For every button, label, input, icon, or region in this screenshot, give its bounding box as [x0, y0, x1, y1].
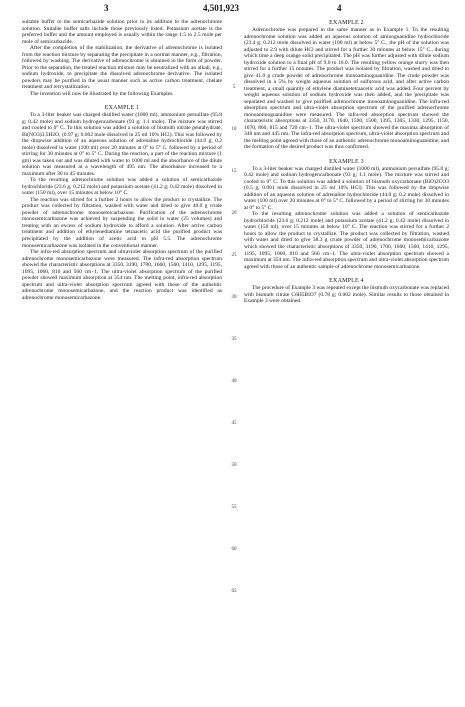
right-column	[244, 19, 449, 305]
example-3-heading: EXAMPLE 3	[329, 158, 364, 165]
line-number: 60	[231, 547, 237, 552]
page-header	[0, 3, 465, 17]
line-number: 50	[231, 463, 237, 468]
line-number: 25	[231, 253, 237, 258]
right-page-number: 4	[337, 3, 342, 13]
line-number: 5	[232, 85, 236, 90]
example-2-heading: EXAMPLE 2	[329, 20, 364, 26]
line-number: 40	[231, 379, 237, 384]
example-1-heading: EXAMPLE 1	[104, 105, 140, 112]
example-4-heading: EXAMPLE 4	[329, 278, 364, 285]
intro-paragraph: After the completion of the stabilization, the derivative of adrenochrome is isolated from the reaction mixture by separating the precipitate in a normal manner, e.g., filtration, followed by washing. The derivative of adrenochrome is obtained in the form of powder. Prior to the separation, the treated reaction mixture may be neutralized with an alkali, e.g., sodium hydroxide, to precipitate the dissolved adrenochrome derivative. The isolated powders may be purified in the usual manner such as active carbon treatment, chelate treatment and recrystallization.	[22, 45, 222, 91]
example-1-paragraph: The reaction was stirred for a further 2 hours to allow the product to crystallize. The product was collected by filtration, washed with water and dried to give 40.0 g crude powder of adrenochrome monosemicarbazone. Purification of the adrenochrome monosemicarbazone was achieved by suspending the solid in water (25 volumes) and treating with an excess of sodium hydroxide to afford a solution. After active carbon treatment and addition of ethylenediamine tetraacetic acid the purified product was precipitated by the addition of acetic acid to pH 5.5. The adrenochrome monosemicarbazone was isolated in the conventional manner.	[22, 196, 222, 249]
example-4-paragraph: The procedure of Example 3 was repeated except the bismuth oxycarbonate was replaced with bismuth citrate C6H5BiO7 (0.78 g; 0.002 mole). Similar results to those obtained in Example 3 were obtained.	[244, 285, 449, 305]
line-number: 65	[231, 589, 237, 594]
example-1-paragraph: The infra-red absorption spectrum and ultraviolet absorption spectrum of the purified adrenochrome monosemicarbazone were measured. The infra-red absorption spectrum showed the characteristic absorptions at 3350, 3190, 1700, 1660, 1560, 1410, 1295, 1195, 1095, 1060, 810 and 560 cm−1. The ultra-violet absorption spectrum of the purified powder showed maximum absorption at 354 nm. The melting point, infra-red absorption spectrum and ultra-violet absorption spectrum agreed with those of the authentic adrenochrome monosemicarbazone, and the reaction product was identified as adrenochrome monosemicarbazone.	[22, 249, 222, 301]
line-number: 30	[231, 295, 237, 300]
left-column	[22, 19, 222, 301]
line-number: 10	[231, 127, 237, 132]
line-number: 35	[231, 337, 237, 342]
line-number: 55	[231, 505, 237, 510]
patent-number: 4,501,923	[203, 3, 239, 13]
example-2-paragraph: Adrenochrome was prepared in the same manner as in Example 1. To the resulting adrenochrome solution was added an aqueous solution of aminoguanidine hydrochloride (23.4 g; 0.212 mole dissolved in water (100 ml) at below 5° C., the pH of the solution was adjusted to 2.9 with dilute HCl and stirred for a further 30 minutes at below 15° C., during which time a deep orange solid precipitated. The pH was further adjusted with dilute sodium hydroxide solution to a final pH of 9.0 to 10.0. The resulting yellow orange slurry was then stirred for a further 15 minutes. The product was isolated by filtration, washed and dried to give 41.0 g crude powder of adrenochrome monoaminoguanidine. The crude powder was dissolved in a 5% by weight aqueous solution of sulfurous acid, and after active carbon treatment, a small quantity of ethylene diaminetetraacetic acid was added. Four percent by weight aqueous solution of sodium hydroxide was then added, and the precipitate was separated and washed to give purified adrenochrome monoaminoguanidine. The infra-red absorption spectrum and ultra-violet absorption spectrum of the purified adrenochrome monoaminoguanidine were measured. The infra-red absorption spectrum showed the characteristic absorptions at 3350, 3170, 1640, 1590, 1500, 1395, 1365, 1330, 1295, 1150, 1070, 860, 815 and 720 cm−1. The ultra-violet spectrum showed the maxima absorption of 348 nm and 445 nm. The infra-red absorption spectrum, ultra-violet absorption spectrum and the melting point agreed with those of an authentic adrenochrome monoaminoguanidine, and the formation of the desired product was thus confirmed.	[244, 27, 449, 151]
line-number: 15	[231, 169, 237, 174]
left-page-number: 3	[104, 3, 109, 13]
intro-paragraph: suitable buffer to the semicarbazide solution prior to its addition to the adrenochrome solution. Suitable buffer salts include those previously listed. Potassium acetate is the preferred buffer and the amount employed is usually within the range 1.5 to 2.5 mole per mole of semicarbazide.	[22, 19, 222, 45]
intro-paragraph: The invention will now be illustrated by the following Examples.	[30, 90, 174, 97]
example-3-paragraph: To the resulting adrenochrome solution was added a solution of semicarbazide hydrochloride (23.6 g; 0.212 mole) and potassium acetate (41.2 g; 0.42 mole) dissolved in water (150 ml), over 15 minutes at below 10° C. The reaction was stirred for a further 2 hours to allow the product to crystallize. The product was collected by filtration, washed with water and dried to give 38.3 g crude powder of adrenochrome monosemicarbazone which showed the characteristic absorptions of 3350, 3190, 1700, 1660, 1560, 1410, 1295, 1195, 1095, 1060, 810 and 560 cm−1. The ultra-violet absorption spectrum showed a maximum at 354 nm. The infra-red absorption spectrum and ultra-violet absorption spectrum agreed with those of an authentic sample of adrenochrome monosemicarbazone.	[244, 211, 449, 270]
example-1-paragraph: To a 3-liter beaker was charged distilled water (1000 ml), ammonium persulfate (95.8 g; 0.42 mole) and sodium hydrogencarbonate (93 g; 1.1 mole). The mixture was stirred and cooled to 0° C. To this solution was added a solution of bismuth nitrate pentahydrate, Bi(NO3)3.5H2O, (0.97 g; 0.002 mole dissolved in 25 ml 10% HCl). This was followed by the dropwise addition of an aqueous solution of adrenaline hydrochloride (44.0 g; 0.2 mole) dissolved in water (100 ml) over 20 minutes at 0° to 5° C. followed by a period of stirring for 30 minutes at 0° to 5° C. During the reaction, a part of the reaction mixture (1 gm) was taken out and was diluted with water to 1000 ml and the absorbance of the dilute solution was measured at a wavelength of 495 nm. The absorbance increased to a maximum after 30 to 45 minutes.	[22, 112, 222, 177]
example-3-paragraph: To a 3-liter beaker was charged distilled water (1000 ml), ammonium persulfate (95.8 g; 0.42 mole) and sodium hydrogencarbonate (93 g; 1.1 mole). The mixture was stirred and cooled to 0° C. To this solution was added a solution of bismuth oxycarbonate (BiO)2CO3 (0.5 g; 0.001 mole dissolved in 25 ml 10% HCl). This was followed by the dropwise addition of an aqueous solution of adrenaline hydrochloride (44.0 g; 0.2 mole) dissolved in water (100 ml) over 20 minutes at 0° to 5° C. followed by a period of stirring for 30 minutes at 0° to 5° C.	[244, 165, 449, 211]
line-number: 45	[231, 421, 237, 426]
example-1-paragraph: To the resulting adrenochrome solution was added a solution of semicarbazide hydrochloride (23.6 g; 0.212 mole) and potassium acetate (41.2 g; 0.42 mole) dissolved in water (150 ml), over 15 minutes at below 10° C.	[22, 177, 222, 197]
line-number: 20	[231, 211, 237, 216]
